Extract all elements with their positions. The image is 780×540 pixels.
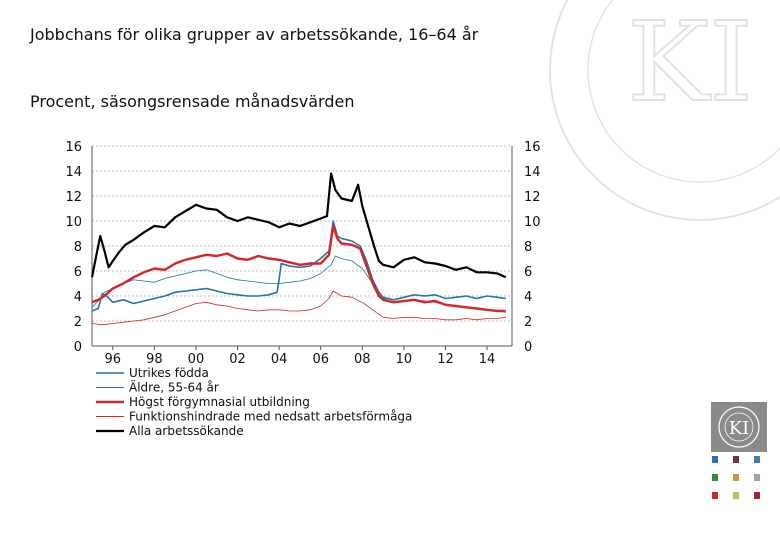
grid-layer [92,146,512,346]
y-tick-label-right: 8 [524,240,533,255]
y-tick-label-left: 10 [65,215,82,230]
x-tick-label: 04 [270,352,288,367]
y-tick-label-right: 16 [524,140,541,155]
legend-label: Högst förgymnasial utbildning [129,395,310,409]
y-tick-label-left: 16 [65,140,82,155]
y-tick-label-right: 6 [524,265,533,280]
y-tick-label-left: 8 [73,240,82,255]
color-swatch [712,492,718,499]
y-tick-label-left: 6 [73,265,82,280]
chart-subtitle: Procent, säsongsrensade månadsvärden [30,92,355,111]
y-tick-label-right: 2 [524,315,533,330]
x-tick-label: 00 [187,352,205,367]
color-swatch [754,474,760,481]
y-tick-label-right: 12 [524,190,541,205]
x-tick-label: 98 [146,352,163,367]
chart-title: Jobbchans för olika grupper av arbetssökande, 16–64 år [30,25,479,44]
x-tick-label: 08 [354,352,371,367]
x-axis [105,346,496,367]
left-axis-labels [65,140,82,355]
y-tick-label-left: 2 [73,315,82,330]
y-tick-label-left: 12 [65,190,82,205]
logo-text: KI [728,418,750,439]
x-tick-label: 02 [229,352,246,367]
x-tick-label: 10 [395,352,413,367]
y-tick-label-left: 0 [73,340,82,355]
color-swatch [712,456,718,463]
legend-label: Äldre, 55-64 år [129,380,219,395]
color-swatch [712,474,718,481]
legend-label: Utrikes födda [129,366,209,380]
color-swatch [733,456,739,463]
legend [96,366,412,438]
x-tick-label: 06 [312,352,329,367]
series-line [92,174,506,278]
y-tick-label-right: 4 [524,290,533,305]
x-tick-label: 14 [478,352,496,367]
right-axis-labels [524,140,541,355]
watermark-monogram: KI [627,0,753,126]
y-tick-label-right: 0 [524,340,533,355]
color-swatch [733,474,739,481]
color-swatch [733,492,739,499]
color-swatches [712,456,772,502]
legend-label: Alla arbetssökande [129,424,244,438]
y-tick-label-left: 14 [65,165,82,180]
color-swatch [754,492,760,499]
color-swatch [754,456,760,463]
ki-logo [711,402,767,452]
y-tick-label-right: 10 [524,215,541,230]
y-tick-label-right: 14 [524,165,541,180]
x-tick-label: 12 [437,352,454,367]
y-tick-label-left: 4 [73,290,82,305]
legend-label: Funktionshindrade med nedsatt arbetsförmåga [129,409,413,424]
series-line [92,291,506,325]
series-layer [92,174,506,325]
x-tick-label: 96 [104,352,122,367]
